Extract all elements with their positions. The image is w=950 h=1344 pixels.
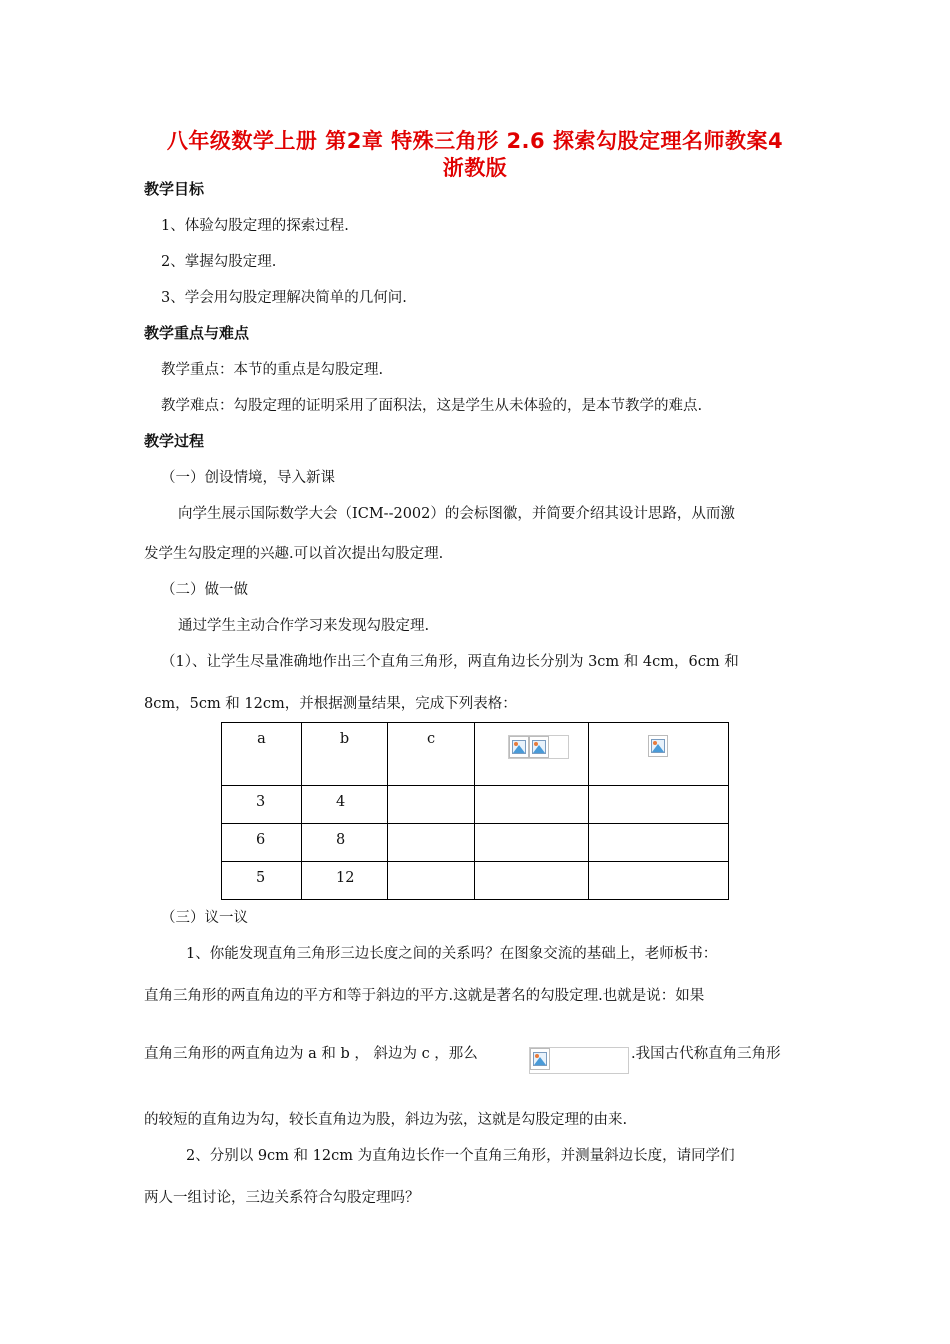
part2-task-line1: （1）、让学生尽量准确地作出三个直角三角形，两直角边长分别为 3cm 和 4cm，6cm 和: [161, 654, 739, 670]
broken-image-icon: [529, 736, 549, 758]
process-heading: 教学过程: [144, 432, 205, 450]
part3-q1-line2: 直角三角形的两直角边的平方和等于斜边的平方.这就是著名的勾股定理.也就是说：如果: [144, 988, 705, 1004]
part1-heading: （一）创设情境，导入新课: [161, 470, 335, 486]
difficulty-text: 教学难点：勾股定理的证明采用了面积法，这是学生从未体验的，是本节教学的难点.: [161, 398, 703, 414]
header-cell-c: c: [388, 723, 475, 786]
header-cell-formula2: [589, 723, 729, 786]
header-cell-formula1: [475, 723, 589, 786]
keypoints-heading: 教学重点与难点: [144, 324, 250, 342]
part1-paragraph-line1: 向学生展示国际数学大会（ICM--2002）的会标图徽，并简要介绍其设计思路，从而激: [178, 506, 735, 522]
part3-heading: （三）议一议: [161, 910, 248, 926]
formula-image-placeholder: [529, 1047, 629, 1074]
part3-q1-line1: 1、你能发现直角三角形三边长度之间的关系吗？在图象交流的基础上，老师板书：: [186, 946, 718, 962]
table-row: 6 8: [222, 824, 729, 862]
goal-item: 2、掌握勾股定理.: [161, 254, 277, 270]
document-title-line2: 浙教版: [442, 156, 508, 180]
goal-item: 3、学会用勾股定理解决简单的几何问.: [161, 290, 407, 306]
goal-item: 1、体验勾股定理的探索过程.: [161, 218, 349, 234]
table-row: 3 4: [222, 786, 729, 824]
part2-task-line2: 8cm，5cm 和 12cm，并根据测量结果，完成下列表格：: [144, 696, 517, 712]
broken-image-icon: [648, 735, 668, 757]
document-title-line1: 八年级数学上册 第2章 特殊三角形 2.6 探索勾股定理名师教案4: [166, 129, 784, 153]
keypoint-text: 教学重点：本节的重点是勾股定理.: [161, 362, 384, 378]
header-cell-b: b: [302, 723, 388, 786]
broken-image-icon: [530, 1048, 550, 1070]
part3-q1-line3-end: .我国古代称直角三角形: [631, 1046, 781, 1062]
part3-q1-line3-start: 直角三角形的两直角边为 a 和 b ， 斜边为 c ，那么: [144, 1046, 478, 1062]
broken-image-icon: [509, 736, 529, 758]
goals-heading: 教学目标: [144, 180, 205, 198]
part3-q2-line1: 2、分别以 9cm 和 12cm 为直角边长作一个直角三角形，并测量斜边长度，请同学们: [186, 1148, 735, 1164]
part2-intro: 通过学生主动合作学习来发现勾股定理.: [178, 618, 430, 634]
part1-paragraph-line2: 发学生勾股定理的兴趣.可以首次提出勾股定理.: [144, 546, 444, 562]
pythagorean-formula-image: [529, 1047, 629, 1074]
measurement-table: [221, 722, 729, 900]
part3-q2-line2: 两人一组讨论，三边关系符合勾股定理吗？: [144, 1190, 420, 1206]
table-row: 5 12: [222, 862, 729, 900]
part3-q1-line4: 的较短的直角边为勾，较长直角边为股，斜边为弦，这就是勾股定理的由来.: [144, 1112, 628, 1128]
formula-image-placeholder: [508, 735, 569, 759]
table-header-row: [222, 723, 729, 786]
header-cell-a: a: [222, 723, 302, 786]
part2-heading: （二）做一做: [161, 582, 248, 598]
